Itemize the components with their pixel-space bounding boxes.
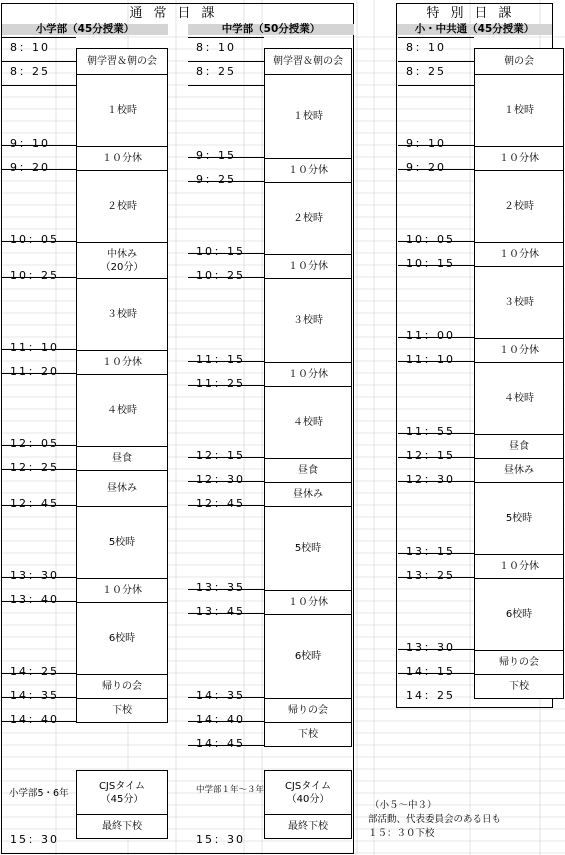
junior-period-label: 最終下校 [288, 821, 328, 832]
special-time-label: 14：15 [406, 665, 455, 678]
special-time-label: 13：30 [406, 641, 455, 654]
junior-period-label: 帰りの会 [288, 705, 328, 716]
junior-period-box [264, 74, 352, 159]
special-period-box [474, 266, 564, 339]
junior-period-label: ２校時 [293, 213, 323, 224]
note-line-2: 部活動、代表委員会のある日も [368, 814, 502, 825]
elementary-time-label: 12：25 [10, 461, 59, 474]
junior-period-box [264, 458, 352, 483]
special-schedule-title: 特別日課 [426, 6, 523, 21]
junior-time-label: 10：25 [196, 269, 245, 282]
special-period-box [474, 482, 564, 555]
junior-period-label: １０分休 [288, 261, 328, 272]
special-period-label: １０分休 [499, 345, 539, 356]
elementary-period-box [76, 170, 168, 243]
elementary-period-label: 昼休み [107, 483, 137, 494]
junior-period-label: １０分休 [288, 369, 328, 380]
special-time-rule [398, 61, 474, 62]
elementary-time-label: 14：35 [10, 689, 59, 702]
junior-time-label: 11：15 [196, 353, 245, 366]
junior-period-box [264, 386, 352, 459]
elementary-time-rule [2, 85, 76, 86]
junior-time-rule [188, 61, 264, 62]
junior-period-label: 昼休み [293, 489, 323, 500]
elementary-period-label: ３校時 [107, 309, 137, 320]
junior-period-label: 6校時 [294, 651, 322, 662]
elementary-time-label: 9：20 [10, 161, 50, 174]
special-time-rule [398, 37, 474, 38]
junior-period-box [264, 814, 352, 839]
special-period-label: 朝の会 [504, 56, 534, 67]
special-period-box [474, 554, 564, 579]
junior-time-label: 14：35 [196, 689, 245, 702]
junior-period-box [264, 182, 352, 255]
elementary-period-label: １校時 [107, 105, 137, 116]
special-time-label: 9：20 [406, 161, 446, 174]
junior-period-label: 下校 [298, 729, 318, 740]
junior-time-label: 12：30 [196, 473, 245, 486]
elementary-period-label: 下校 [112, 705, 132, 716]
elementary-period-box [76, 48, 168, 75]
elementary-period-label: 最終下校 [102, 821, 142, 832]
special-time-label: 12：30 [406, 473, 455, 486]
elementary-period-label: ４校時 [107, 405, 137, 416]
elementary-period-box [76, 470, 168, 507]
elementary-period-box [76, 446, 168, 471]
special-time-label: 12：15 [406, 449, 455, 462]
special-period-label: 6校時 [505, 609, 533, 620]
special-period-label: 昼休み [504, 465, 534, 476]
junior-time-label: 12：15 [196, 449, 245, 462]
junior-period-label: ３校時 [293, 315, 323, 326]
junior-side-label: 中学部１年～３年 [196, 785, 265, 795]
elementary-time-rule [2, 61, 76, 62]
elementary-period-label: CJSタイム [98, 780, 146, 792]
junior-period-label: 5校時 [294, 543, 322, 554]
special-time-label: 8：10 [406, 41, 446, 54]
junior-period-label: CJSタイム [284, 780, 332, 792]
junior-period-label: １０分休 [288, 597, 328, 608]
special-period-box [474, 170, 564, 243]
special-time-label: 13：15 [406, 545, 455, 558]
junior-period-label: 昼食 [298, 465, 318, 476]
junior-time-label: 9：25 [196, 173, 236, 186]
special-time-label: 11：00 [406, 329, 455, 342]
elementary-period-box [76, 374, 168, 447]
junior-time-label: 12：45 [196, 497, 245, 510]
elementary-period-box [76, 602, 168, 675]
special-header: 小・中共通（45分授業） [397, 24, 552, 35]
special-period-label: １０分休 [499, 249, 539, 260]
elementary-period-box [76, 814, 168, 839]
junior-time-label: 14：45 [196, 737, 245, 750]
junior-period-label: １校時 [293, 111, 323, 122]
elementary-period-label: 中休み [107, 248, 137, 260]
special-time-rule [398, 85, 474, 86]
elementary-period-box [76, 506, 168, 579]
junior-time-label: 14：40 [196, 713, 245, 726]
special-period-box [474, 362, 564, 435]
elementary-period-sublabel: （20分） [100, 261, 144, 273]
junior-time-label: 15：30 [196, 833, 245, 846]
junior-period-box [264, 278, 352, 363]
elementary-time-label: 11：20 [10, 365, 59, 378]
special-time-label: 13：25 [406, 569, 455, 582]
junior-period-sublabel: （40分） [286, 793, 330, 805]
special-time-label: 10：15 [406, 257, 455, 270]
junior-period-box [264, 770, 352, 815]
elementary-period-box [76, 242, 168, 279]
special-period-label: 昼食 [509, 441, 529, 452]
special-period-label: ２校時 [504, 201, 534, 212]
special-period-label: １０分休 [499, 561, 539, 572]
special-period-label: １校時 [504, 105, 534, 116]
elementary-time-rule [2, 37, 76, 38]
special-period-box [474, 338, 564, 363]
junior-period-box [264, 614, 352, 699]
junior-header: 中学部（50分授業） [188, 24, 354, 35]
special-period-box [474, 48, 564, 75]
special-time-label: 9：10 [406, 137, 446, 150]
junior-time-label: 8：10 [196, 41, 236, 54]
note-line-3: １５：３０下校 [368, 828, 435, 839]
elementary-time-label: 13：40 [10, 593, 59, 606]
junior-period-box [264, 698, 352, 723]
elementary-period-label: 昼食 [112, 453, 132, 464]
elementary-period-label: ２校時 [107, 201, 137, 212]
special-period-label: 帰りの会 [499, 657, 539, 668]
junior-period-box [264, 362, 352, 387]
special-period-label: ３校時 [504, 297, 534, 308]
junior-period-box [264, 48, 352, 75]
elementary-period-box [76, 350, 168, 375]
junior-time-rule [188, 37, 264, 38]
junior-time-label: 10：15 [196, 245, 245, 258]
note-line-1: （小５～中３） [370, 800, 437, 811]
junior-period-box [264, 590, 352, 615]
elementary-time-label: 12：05 [10, 437, 59, 450]
elementary-header: 小学部（45分授業） [2, 24, 168, 35]
elementary-time-label: 8：10 [10, 41, 50, 54]
special-period-box [474, 434, 564, 459]
junior-time-label: 8：25 [196, 65, 236, 78]
elementary-period-box [76, 674, 168, 699]
junior-time-label: 9：15 [196, 149, 236, 162]
elementary-time-label: 10：25 [10, 269, 59, 282]
elementary-period-box [76, 278, 168, 351]
elementary-time-label: 14：25 [10, 665, 59, 678]
elementary-time-label: 15：30 [10, 833, 59, 846]
special-period-box [474, 146, 564, 171]
junior-period-box [264, 722, 352, 747]
special-period-box [474, 578, 564, 651]
elementary-period-box [76, 146, 168, 171]
special-period-label: １０分休 [499, 153, 539, 164]
elementary-period-label: 6校時 [108, 633, 136, 644]
elementary-period-box [76, 698, 168, 723]
special-period-box [474, 74, 564, 147]
elementary-period-label: １０分休 [102, 357, 142, 368]
elementary-period-label: 帰りの会 [102, 681, 142, 692]
special-period-label: 下校 [509, 681, 529, 692]
special-time-label: 11：55 [406, 425, 455, 438]
special-time-label: 14：25 [406, 689, 455, 702]
regular-schedule-title: 通常日課 [129, 6, 226, 21]
special-time-label: 11：10 [406, 353, 455, 366]
junior-period-box [264, 506, 352, 591]
special-time-label: 10：05 [406, 233, 455, 246]
special-period-box [474, 674, 564, 699]
junior-time-label: 13：35 [196, 581, 245, 594]
junior-time-label: 11：25 [196, 377, 245, 390]
junior-period-box [264, 482, 352, 507]
elementary-period-label: １０分休 [102, 153, 142, 164]
elementary-side-label: 小学部5・6年 [9, 788, 69, 799]
elementary-time-label: 9：10 [10, 137, 50, 150]
special-period-label: 5校時 [505, 513, 533, 524]
junior-period-label: １０分休 [288, 165, 328, 176]
special-period-box [474, 650, 564, 675]
elementary-time-label: 11：10 [10, 341, 59, 354]
junior-period-box [264, 254, 352, 279]
junior-period-box [264, 158, 352, 183]
elementary-period-label: １０分休 [102, 585, 142, 596]
elementary-time-label: 10：05 [10, 233, 59, 246]
elementary-period-box [76, 74, 168, 147]
junior-time-label: 13：45 [196, 605, 245, 618]
special-period-box [474, 458, 564, 483]
elementary-time-label: 12：45 [10, 497, 59, 510]
elementary-time-label: 13：30 [10, 569, 59, 582]
junior-period-label: 朝学習＆朝の会 [273, 56, 343, 67]
elementary-period-label: 朝学習＆朝の会 [87, 56, 157, 67]
junior-period-label: ４校時 [293, 417, 323, 428]
special-period-label: ４校時 [504, 393, 534, 404]
elementary-period-box [76, 578, 168, 603]
special-time-label: 8：25 [406, 65, 446, 78]
elementary-period-box [76, 770, 168, 815]
elementary-period-label: 5校時 [108, 537, 136, 548]
special-period-box [474, 242, 564, 267]
elementary-time-label: 8：25 [10, 65, 50, 78]
junior-time-rule [188, 85, 264, 86]
elementary-time-label: 14：40 [10, 713, 59, 726]
elementary-period-sublabel: （45分） [100, 793, 144, 805]
